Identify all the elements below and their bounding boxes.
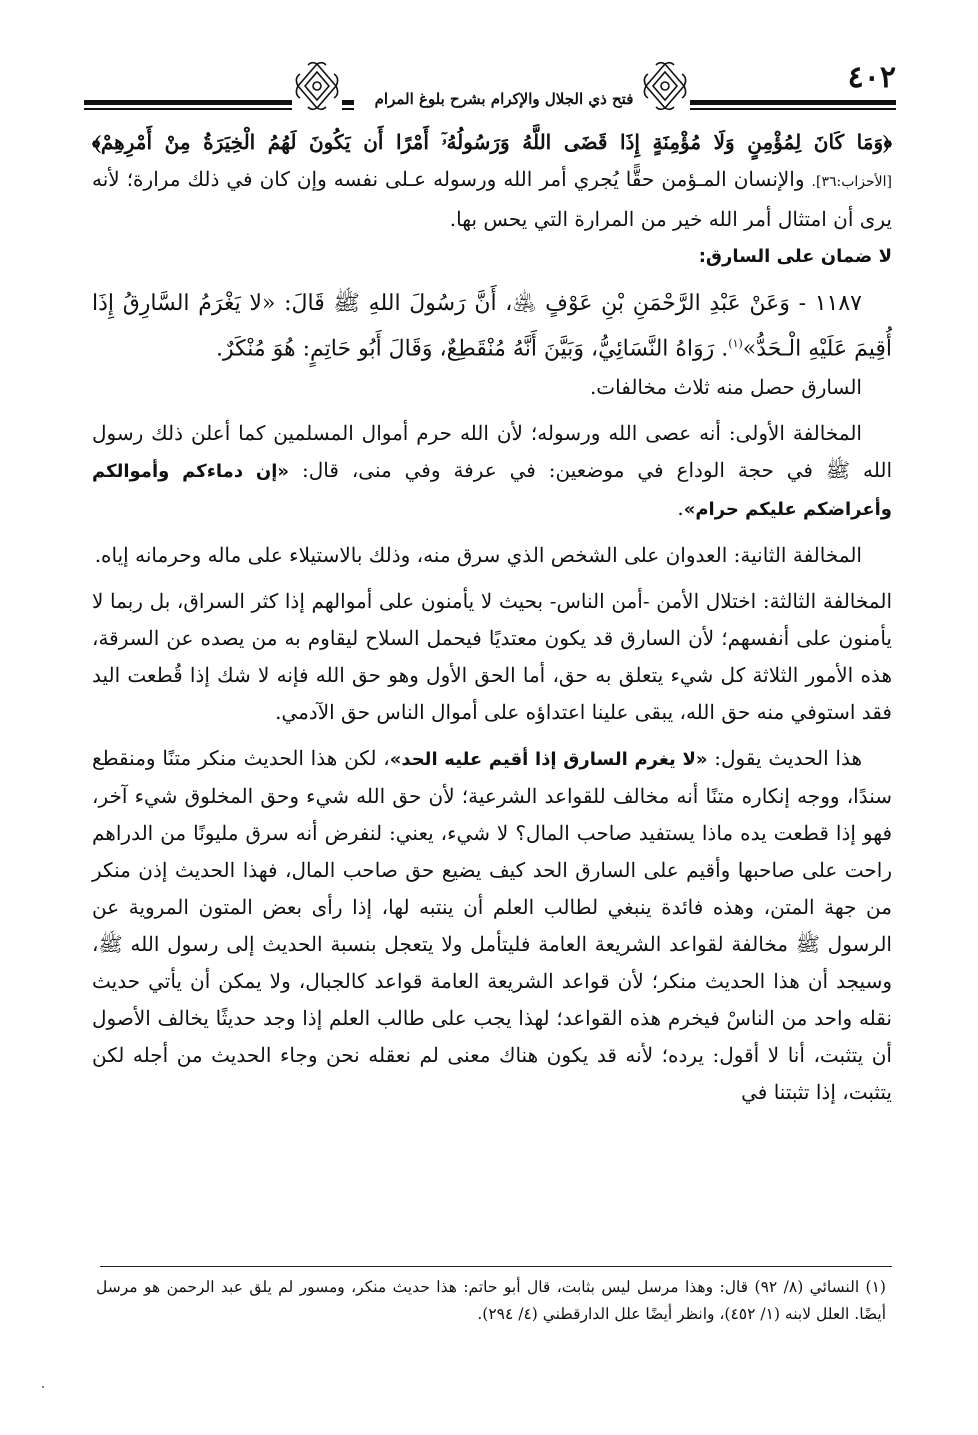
paragraph-text: ، لكن هذا الحديث منكر متنًا ومنقطع سندًا، ووجه إنكاره متنًا أنه مخالف للقواعد الشرعية؛ لأن حق الله شيء وحق المخلوق شيء آخر، فهو إذا قطعت يده ماذا يستفيد صاحب المال؟ لا شيء، يعني: لنفرض أنه سرق مليونًا من الدراهم راحت على صاحبها وأقيم على السارق الحد كيف يضيع حق صاحب المال، فهذا الحديث إذن منكر من جهة المتن، وهذه فائدة ينبغي لطالب العلم أن ينتبه لها، إذا رأى بعض المتون المروية عن الرسول ﷺ مخالفة لقواعد الشريعة العامة فليتأمل ولا يتعجل بنسبة الحديث إلى رسول الله ﷺ، وسيجد أن هذا الحديث منكر؛ لأن قواعد الشريعة العامة قواعد كالجبال، ولا يمكن أن يأتي حديث نقله واحد من الناسْ فيخرم هذه القواعد؛ لهذا يجب على طالب العلم إذا وجد حديثًا يخالف الأصول أن يتثبت، أنا لا أقول: يرده؛ لأنه قد يكون هناك معنى لم نعقله نحن وجاء الحديث من أجله لكن يتثبت، إذا تثبتنا في	[92, 746, 892, 1105]
ornament-left-icon	[292, 60, 342, 112]
paragraph	[92, 415, 892, 528]
paragraph-text: .	[677, 496, 684, 521]
footnotes	[96, 1274, 886, 1328]
footnote-marker: (١)	[728, 337, 743, 350]
hadith-main: ١١٨٧ - وَعَنْ عَبْدِ الرَّحْمَنِ بْنِ عَوْفٍ ﵁، أَنَّ رَسُولَ اللهِ ﷺ قَالَ: «لا يَغْرَمُ السَّارِقُ إِذَا أُقِيمَ عَلَيْهِ الْـحَدُّ»	[92, 291, 892, 362]
footnote-divider	[100, 1266, 892, 1267]
scan-speck	[42, 1386, 44, 1388]
paragraph: المخالفة الثالثة: اختلال الأمن -أمن الناس- بحيث لا يأمنون على أموالهم إذا كثر السراق، بل ربما لا يأمنون على أنفسهم؛ لأن السارق قد يكون معتديًا فيحمل السلاح ليقاوم به من يصده عن السرقة، هذه الأمور الثلاثة كل شيء يتعلق به حق، أما الحق الأول وهو حق الله فإنه لا شك إذا قُطعت اليد فقد استوفي منه حق الله، يبقى علينا اعتداؤه على أموال الناس حق الآدمي.	[92, 589, 892, 725]
quran-verse: ﴿وَمَا كَانَ لِمُؤْمِنٍ وَلَا مُؤْمِنَةٍ إِذَا قَضَى اللَّهُ وَرَسُولُهُۥٓ أَمْرًا أَن يَكُونَ لَهُمُ الْخِيَرَةُ مِنْ أَمْرِهِمْ﴾	[92, 130, 892, 154]
paragraph: المخالفة الثانية: العدوان على الشخص الذي سرق منه، وذلك بالاستيلاء على ماله وحرمانه إياه.	[94, 543, 862, 568]
paragraph	[92, 740, 892, 1111]
quoted-hadith: «إن دماءكم وأموالكم وأعراضكم عليكم حرام»	[92, 461, 892, 521]
footnote: (١) النسائي (٨/ ٩٢) قال: وهذا مرسل ليس بثابت، قال أبو حاتم: هذا حديث منكر، ومسور لم يلق عبد الرحمن هو مرسل أيضًا. العلل لابنه (١/ ٤٥٢)، وانظر أيضًا علل الدارقطني (٤/ ٢٩٤).	[96, 1278, 886, 1323]
paragraph-text: والإنسان المـؤمن حقًّا يُجري أمر الله ورسوله عـلى نفسه وإن كان في ذلك مرارة؛ لأنه يرى أن امتثال أمر الله خير من المرارة التي يحس بها.	[92, 167, 892, 231]
paragraph-text: هذا الحديث يقول:	[707, 746, 863, 771]
main-text	[92, 124, 892, 1111]
quoted-hadith: «لا يغرم السارق إذا أقيم عليه الحد»	[389, 749, 708, 771]
verse-reference: [الأحزاب:٣٦].	[811, 174, 892, 190]
book-title: فتح ذي الجلال والإكرام بشرح بلوغ المرام	[354, 86, 654, 112]
hadith-source: . رَوَاهُ النَّسَائِيُّ، وَبَيَّنَ أَنَّهُ مُنْقَطِعٌ، وَقَالَ أَبُو حَاتِمٍ: هُوَ مُنْكَرٌ.	[215, 336, 729, 362]
paragraph: السارق حصل منه ثلاث مخالفات.	[589, 375, 862, 400]
hadith-text	[92, 284, 892, 369]
page-header	[84, 56, 896, 116]
paragraph-text: المخالفة الأولى: أنه عصى الله ورسوله؛ لأن الله حرم أموال المسلمين كما أعلن ذلك رسول الله ﷺ في حجة الوداع في موضعين: في عرفة وفي منى، قال:	[92, 421, 893, 483]
page-number: ٤٠٢	[847, 60, 896, 95]
ornament-right-icon	[640, 60, 690, 112]
section-heading: لا ضمان على السارق:	[698, 246, 892, 267]
verse-paragraph	[92, 124, 892, 238]
